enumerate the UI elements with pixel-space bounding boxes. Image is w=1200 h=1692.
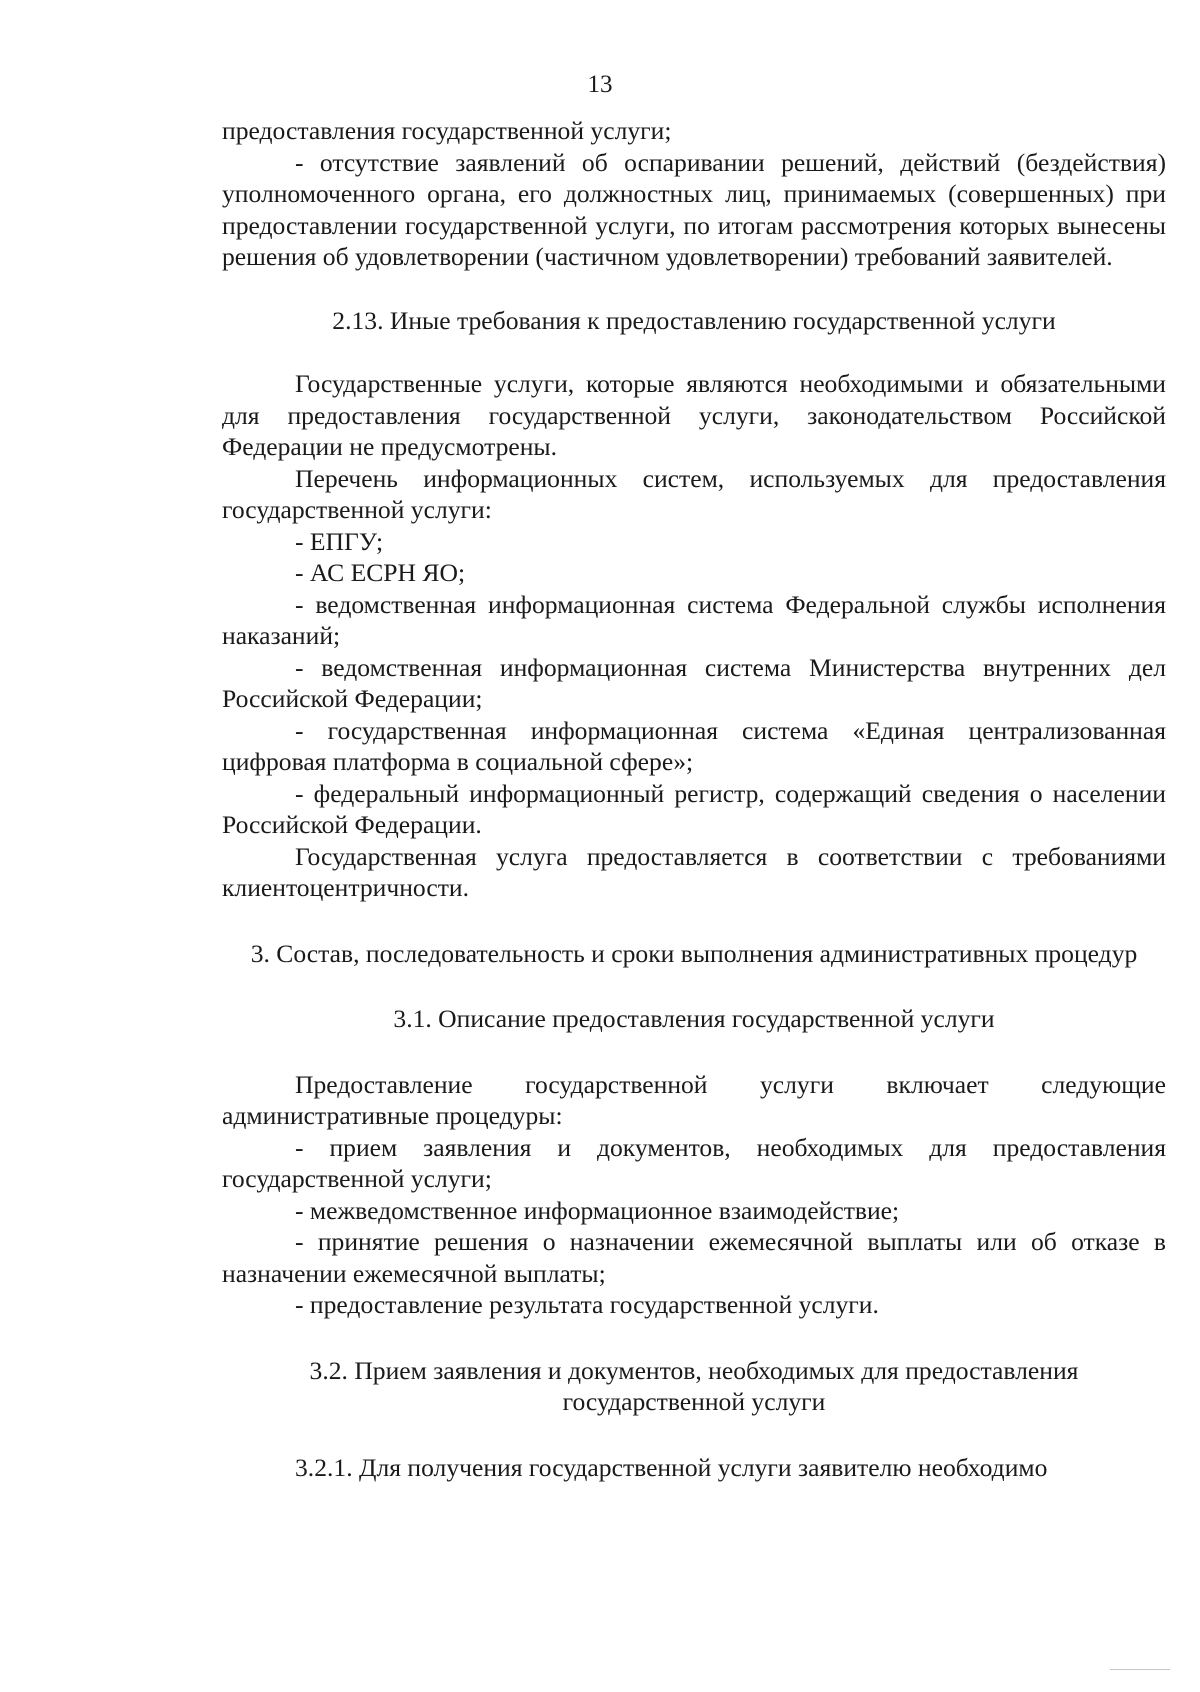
page-number: 13 xyxy=(587,71,613,98)
list-item-mvd-system: - ведомственная информационная система Министерства внутренних дел Российской Федерации; xyxy=(222,652,1166,713)
section-heading-3-2: 3.2. Прием заявления и документов, необходимых для предоставления государственной услуги xyxy=(309,1355,1079,1416)
section-heading-3-1: 3.1. Описание предоставления государственной услуги xyxy=(393,1004,995,1033)
scan-artifact-line xyxy=(1110,1669,1170,1670)
list-item-application-intake: - прием заявления и документов, необходимых для предоставления государственной услуги; xyxy=(222,1132,1166,1193)
list-item-fsin-system: - ведомственная информационная система Федеральной службы исполнения наказаний; xyxy=(222,589,1166,650)
list-item-as-esrn: - АС ЕСРН ЯО; xyxy=(295,558,466,587)
list-item-interagency: - межведомственное информационное взаимодействие; xyxy=(295,1195,900,1225)
document-body xyxy=(222,115,1166,1483)
section-heading-3: 3. Состав, последовательность и сроки выполнения административных процедур xyxy=(250,938,1138,968)
list-item-epgu: - ЕПГУ; xyxy=(295,526,384,556)
list-item-no-complaints: - отсутствие заявлений об оспаривании решений, действий (бездействия) уполномоченного органа, его должностных лиц, принимаемых (совершенных) при предоставлении государственной услуги, по итогам рассмотрения которых вынесены решения об удовлетворении (частичном удовлетворении) требований заявителей. xyxy=(222,147,1166,271)
list-item-result: - предоставление результата государственной услуги. xyxy=(295,1290,879,1319)
section-heading-2-13: 2.13. Иные требования к предоставлению государственной услуги xyxy=(332,305,1056,335)
paragraph-continuation: предоставления государственной услуги; xyxy=(222,116,672,145)
list-item-decision: - принятие решения о назначении ежемесячной выплаты или об отказе в назначении ежемесячной выплаты; xyxy=(222,1227,1166,1288)
paragraph-3-2-1: 3.2.1. Для получения государственной услуги заявителю необходимо xyxy=(295,1452,1048,1482)
paragraph-info-systems-intro: Перечень информационных систем, используемых для предоставления государственной услуги: xyxy=(222,463,1166,524)
paragraph-required-services: Государственные услуги, которые являются необходимыми и обязательными для предоставления государственной услуги, законодательством Российской Федерации не предусмотрены. xyxy=(222,369,1166,461)
list-item-federal-register: - федеральный информационный регистр, содержащий сведения о населении Российской Федерации. xyxy=(222,778,1166,839)
paragraph-procedures-intro: Предоставление государственной услуги включает следующие административные процедуры: xyxy=(222,1069,1166,1130)
list-item-social-platform: - государственная информационная система «Единая централизованная цифровая платформа в социальной сфере»; xyxy=(222,715,1166,776)
paragraph-client-centric: Государственная услуга предоставляется в соответствии с требованиями клиентоцентричности. xyxy=(222,841,1166,902)
